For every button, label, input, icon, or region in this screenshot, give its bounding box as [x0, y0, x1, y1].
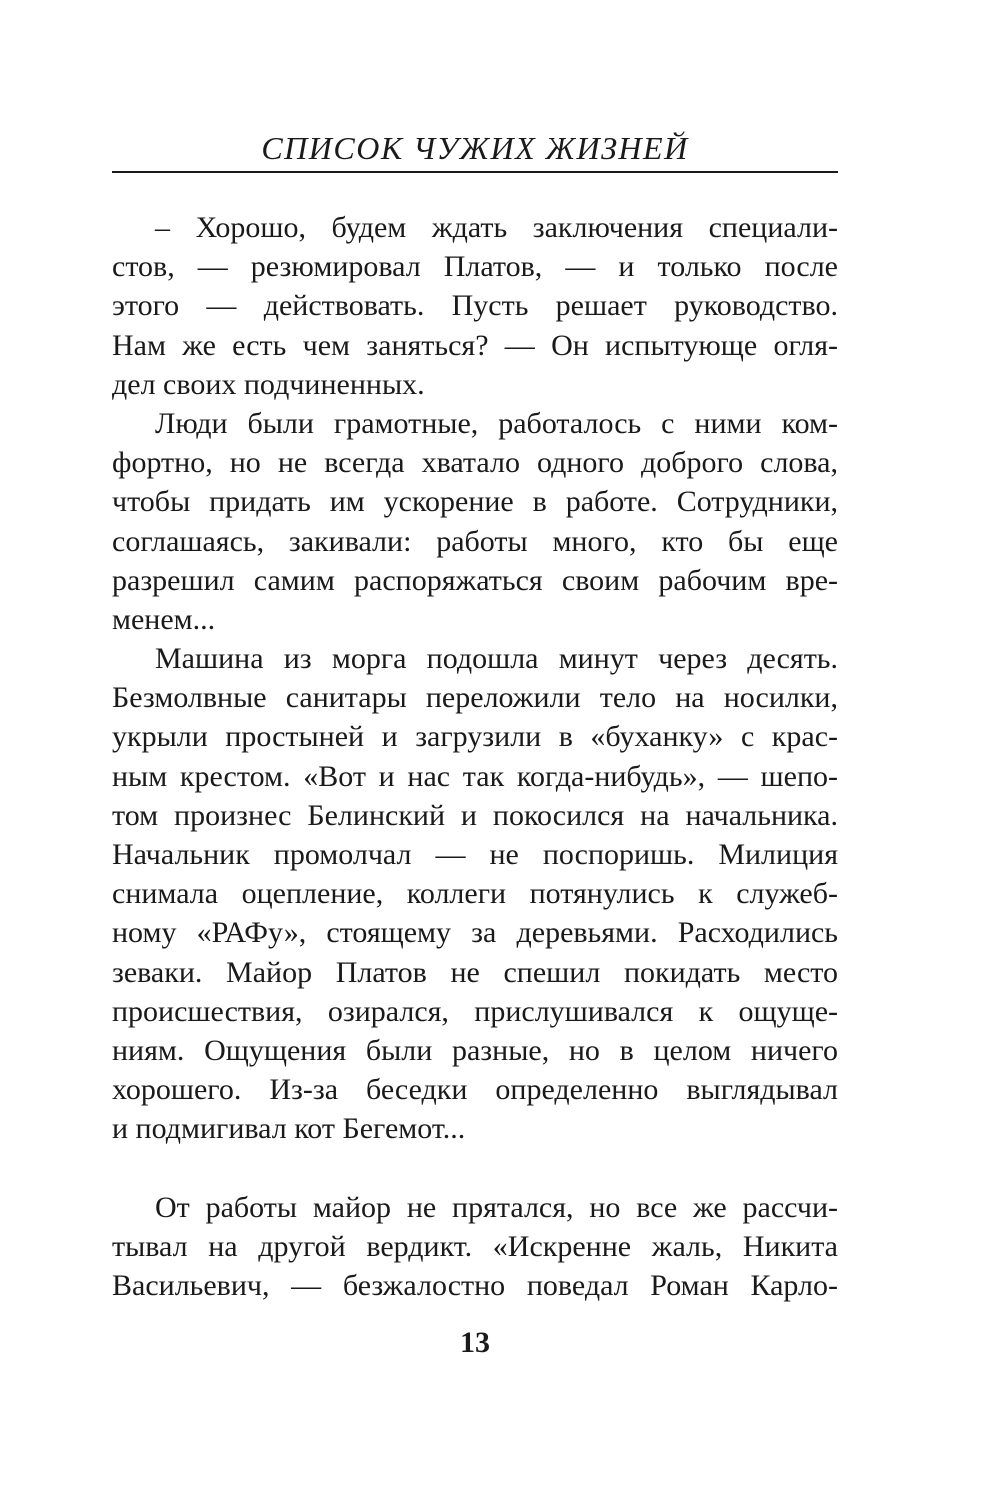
- text-line: разрешил самим распоряжаться своим рабочим вре-: [112, 563, 838, 597]
- text-line: чтобы придать им ускорение в работе. Сотрудники,: [112, 485, 838, 519]
- text-line: Люди были грамотные, работалось с ними ком-: [155, 406, 838, 440]
- text-line: Машина из морга подошла минут через десять.: [155, 642, 838, 676]
- paragraph: [112, 1188, 838, 1306]
- running-title: СПИСОК ЧУЖИХ ЖИЗНЕЙ: [261, 130, 689, 166]
- text-line: фортно, но не всегда хватало одного доброго слова,: [112, 446, 838, 480]
- text-line: – Хорошо, будем ждать заключения специали-: [155, 211, 838, 244]
- text-line: этого — действовать. Пусть решает руководство.: [112, 289, 838, 323]
- text-line: дел своих подчиненных.: [112, 367, 425, 401]
- text-line: соглашаясь, закивали: работы много, кто бы еще: [112, 524, 838, 558]
- paragraph: [112, 208, 838, 404]
- page-number: 13: [460, 1326, 490, 1359]
- text-line: снимала оцепление, коллеги потянулись к служеб-: [112, 877, 838, 911]
- text-line: ным крестом. «Вот и нас так когда-нибудь», — шепо-: [112, 759, 838, 793]
- text-line: хорошего. Из-за беседки определенно выглядывал: [112, 1073, 838, 1107]
- text-line: Нам же есть чем заняться? — Он испытующе огля-: [112, 328, 838, 362]
- text-line: ному «РАФу», стоящему за деревьями. Расходились: [112, 916, 838, 950]
- paragraph: [112, 404, 838, 639]
- text-line: тывал на другой вердикт. «Искренне жаль, Никита: [112, 1229, 838, 1263]
- text-line: и подмигивал кот Бегемот...: [112, 1112, 466, 1146]
- paragraph: [112, 639, 838, 1148]
- text-line: Безмолвные санитары переложили тело на носилки,: [112, 681, 838, 715]
- body-text: [112, 208, 838, 1305]
- text-line: зеваки. Майор Платов не спешил покидать место: [112, 955, 838, 989]
- text-line: происшествия, озирался, прислушивался к ощуще-: [112, 994, 838, 1028]
- text-line: укрыли простыней и загрузили в «буханку» с крас-: [112, 720, 838, 754]
- text-line: Васильевич, — безжалостно поведал Роман Карло-: [112, 1269, 838, 1303]
- text-line: том произнес Белинский и покосился на начальника.: [112, 798, 838, 832]
- text-line: менем...: [112, 602, 216, 636]
- text-line: Начальник промолчал — не поспоришь. Милиция: [112, 838, 838, 871]
- text-line: От работы майор не прятался, но все же рассчи-: [155, 1190, 838, 1224]
- text-line: ниям. Ощущения были разные, но в целом ничего: [112, 1033, 838, 1067]
- header-rule: [112, 171, 838, 173]
- text-line: стов, — резюмировал Платов, — и только после: [112, 250, 838, 284]
